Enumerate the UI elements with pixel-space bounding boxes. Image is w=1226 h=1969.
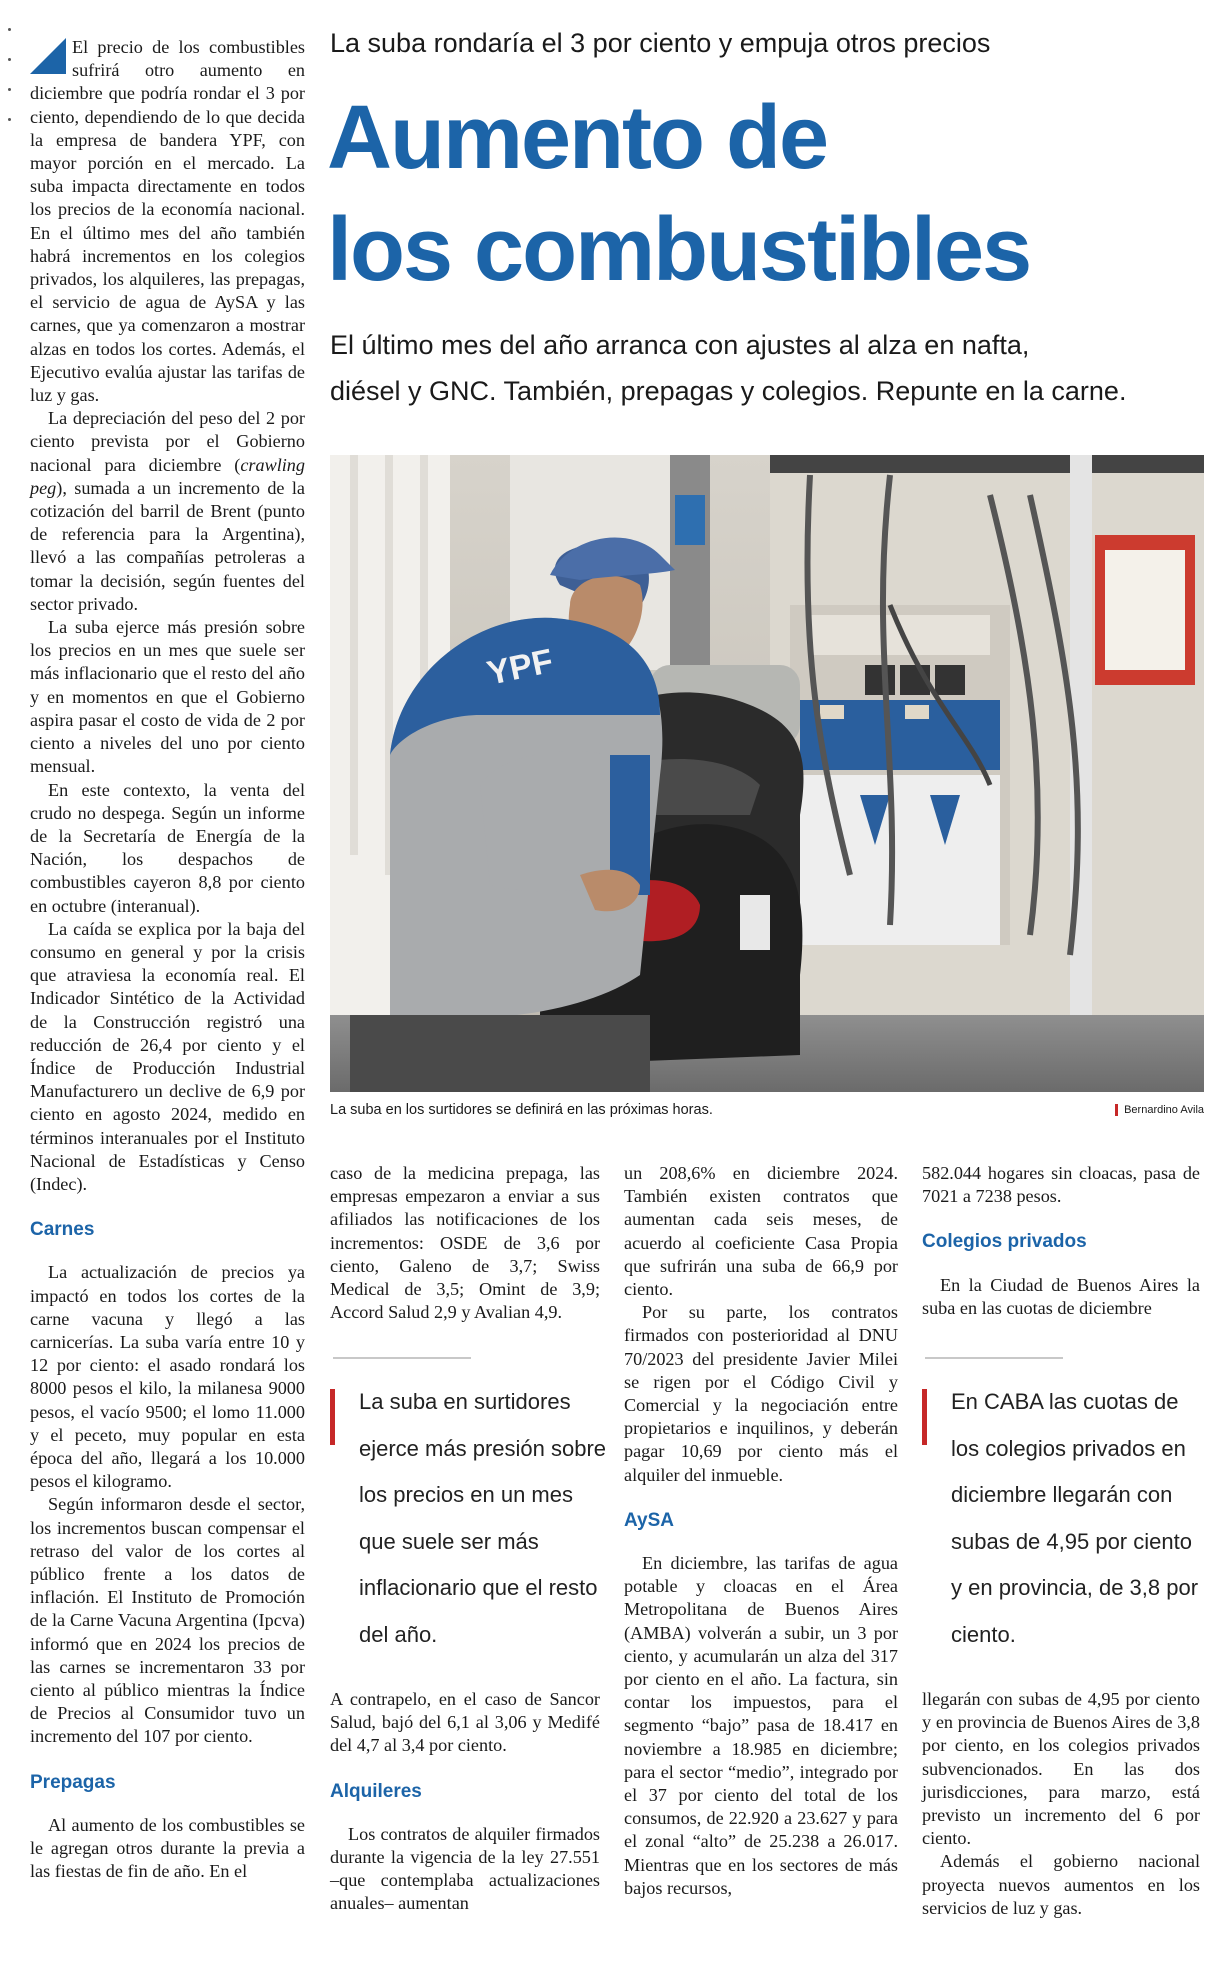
column-2 (330, 1162, 600, 1324)
margin-marks (6, 28, 14, 128)
section-heading-prepagas: Prepagas (30, 1771, 116, 1793)
photo-caption: La suba en los surtidores se definirá en las próximas horas. (330, 1102, 713, 1118)
photo-credit: Bernardino Avila (1115, 1104, 1204, 1116)
column-4-lower (922, 1688, 1200, 1920)
dropcap-triangle-icon (30, 38, 66, 74)
headline (327, 82, 1030, 306)
paragraph: un 208,6% en diciembre 2024. También existen contratos que aumentan cada seis meses, de acuerdo al coeficiente Casa Propia que sufrirán una suba de 66,9 por ciento. (624, 1163, 898, 1300)
photo-gas-station-attendant (330, 455, 1204, 1092)
kicker: La suba rondaría el 3 por ciento y empuja otros precios (330, 28, 991, 58)
column-1 (30, 36, 305, 1883)
pull-quote-rule (333, 1357, 471, 1359)
pull-quote-text: La suba en surtidores ejerce más presión sobre los precios en un mes que suele ser más inflacionario que el resto del año. (359, 1389, 607, 1647)
pull-quote-1 (333, 1379, 613, 1658)
column-4 (922, 1162, 1200, 1320)
paragraph: Según informaron desde el sector, los incrementos buscan compensar el retraso del valor de los cortes al público frente a los datos de inflación. El Instituto de Promoción de la Carne Vacuna Argentina (Ipcva) informó que en 2024 los precios de las carnes se incrementaron 33 por ciento al público mientras la Índice de Precios al Consumidor tuvo un incremento del 107 por ciento. (30, 1494, 305, 1747)
paragraph: llegarán con subas de 4,95 por ciento y en provincia de Buenos Aires de 3,8 por ciento, en los colegios privados subvencionados. En las dos jurisdicciones, para marzo, está previsto un incremento del 6 por ciento. (922, 1689, 1200, 1849)
paragraph: La actualización de precios ya impactó en todos los cortes de la carne vacuna y llegó a las carnicerías. La suba varía entre 10 y 12 por ciento: el asado rondará los 8000 pesos el kilo, la milanesa 9000 pesos, el vacío 9500; el lomo 11.000 y el peceto, muy popular en esta época del año, llegará a los 10.000 pesos el kilogramo. (30, 1262, 305, 1492)
paragraph: Además el gobierno nacional proyecta nuevos aumentos en los servicios de luz y gas. (922, 1851, 1200, 1918)
column-2-lower (330, 1688, 600, 1916)
paragraph: En diciembre, las tarifas de agua potable y cloacas en el Área Metropolitana de Buenos Aires (AMBA) volverán a subir, un 3 por ciento, y acumularán un alza del 317 por ciento en el año. La factura, sin contar los impuestos, para el segmento “bajo” pasa de 18.417 en noviembre a 18.985 en diciembre; para el sector “medio”, integrado por el 37 por ciento del total de los consumos, de 22.920 a 23.627 y para el zonal “alto” de 25.238 a 26.017. Mientras que en los sectores de más bajos recursos, (624, 1553, 898, 1898)
lead-paragraph: El precio de los combustibles sufrirá otro aumento en diciembre que podría rondar el 3 por ciento, dependiendo de lo que decida la empresa de bandera YPF, con mayor porción en el mercado. La suba impacta directamente en todos los precios de la economía nacional. En el último mes del año también habrá incrementos en los colegios privados, los alquileres, las prepagas, el servicio de agua de AySA y las carnes, que ya comenzaron a mostrar alzas en todos los cortes. Además, el Ejecutivo evalúa ajustar las tarifas de luz y gas. (30, 37, 305, 406)
paragraph: Al aumento de los combustibles se le agregan otros durante la previa a las fiestas de fin de año. En el (30, 1814, 305, 1882)
section-heading-carnes: Carnes (30, 1219, 95, 1241)
pull-quote-rule (925, 1357, 1063, 1359)
paragraph: 582.044 hogares sin cloacas, pasa de 7021 a 7238 pesos. (922, 1163, 1200, 1207)
pull-quote-2 (925, 1379, 1203, 1658)
paragraph: caso de la medicina prepaga, las empresas empezaron a enviar a sus afiliados las notificaciones de los incrementos: OSDE de 3,6 por ciento, Galeno de 3,7; Swiss Medical de 3,5; Omint de 3,9; Accord Salud 2,9 y Avalian 4,9. (330, 1163, 600, 1323)
section-heading-colegios: Colegios privados (922, 1231, 1087, 1253)
paragraph: Los contratos de alquiler firmados durante la vigencia de la ley 27.551 –que contemplaba actualizaciones anuales– aumentan (330, 1823, 600, 1914)
section-heading-alquileres: Alquileres (330, 1780, 422, 1802)
paragraph: Por su parte, los contratos firmados con posterioridad al DNU 70/2023 del presidente Javier Milei se rigen por el Código Civil y Comercial y la negociación entre propietarios e inquilinos, y deberán pagar 10,69 por ciento más el alquiler del inmueble. (624, 1302, 898, 1485)
paragraph: A contrapelo, en el caso de Sancor Salud, bajó del 6,1 al 3,06 y Medifé del 4,7 al 3,4 por ciento. (330, 1689, 600, 1756)
paragraph: La suba ejerce más presión sobre los precios en un mes que suele ser más inflacionario que el resto del año y en momentos en que el Gobierno aspira pasar el costo de vida de 2 por ciento a niveles del uno por ciento mensual. (30, 617, 305, 777)
pull-quote-bar (330, 1389, 335, 1445)
headline-line-2: los combustibles (327, 200, 1031, 300)
paragraph: En este contexto, la venta del crudo no despega. Según un informe de la Secretaría de Energía de la Nación, los despachos de combustibles cayeron 8,8 por ciento en octubre (interanual). (30, 779, 305, 916)
photo-caption-row (330, 1102, 1204, 1118)
photo-shirt-logo: YPF (483, 641, 557, 693)
paragraph: En la Ciudad de Buenos Aires la suba en las cuotas de diciembre (922, 1274, 1200, 1318)
section-heading-aysa: AySA (624, 1509, 674, 1531)
column-3 (624, 1162, 898, 1900)
pull-quote-text: En CABA las cuotas de los colegios privados en diciembre llegarán con subas de 4,95 por ciento y en provincia, de 3,8 por ciento. (951, 1389, 1199, 1647)
paragraph: La depreciación del peso del 2 por ciento prevista por el Gobierno nacional para diciembre (crawling peg), sumada a un incremento de la cotización del barril de Brent (punto de referencia para la Argentina), llevó a las compañías petroleras a tomar la decisión, según fuentes del sector privado. (30, 408, 305, 614)
headline-line-1: Aumento de (327, 88, 828, 188)
pull-quote-bar (922, 1389, 927, 1445)
subheadline: El último mes del año arranca con ajustes al alza en nafta, diésel y GNC. También, prepagas y colegios. Repunte en la carne. (330, 330, 1127, 406)
paragraph: La caída se explica por la baja del consumo en general y por la crisis que atraviesa la economía real. El Indicador Sintético de la Actividad de la Construcción registró una reducción de 26,4 por ciento y el Índice de Producción Industrial Manufacturero un declive de 6,9 por ciento en agosto 2024, medido en términos interanuales por el Instituto Nacional de Estadísticas y Censo (Indec). (30, 918, 305, 1194)
